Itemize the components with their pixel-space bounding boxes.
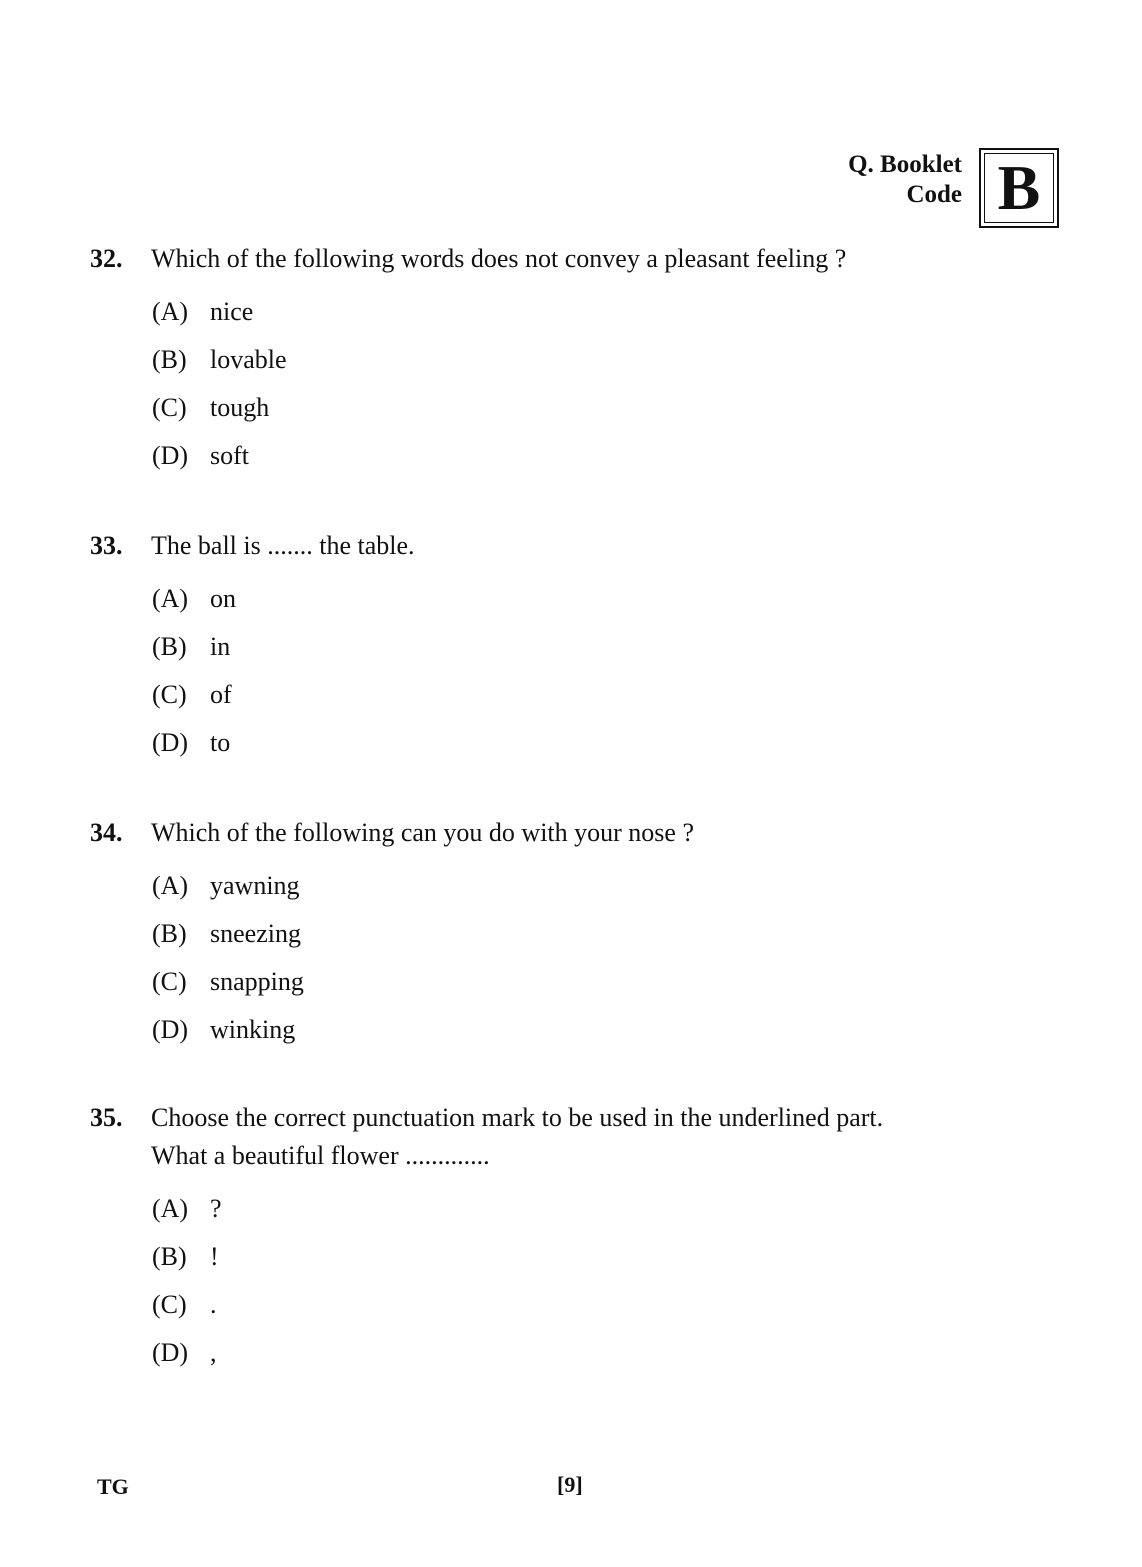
option-letter: (B) xyxy=(152,632,187,661)
option-text: snapping xyxy=(210,967,304,996)
option-c[interactable] xyxy=(152,958,1080,1006)
question-number: 32. xyxy=(90,244,123,273)
option-text: of xyxy=(210,680,232,709)
question-subtext: What a beautiful flower ............. xyxy=(151,1141,490,1170)
option-text: lovable xyxy=(210,345,287,374)
option-list xyxy=(90,575,1080,767)
option-letter: (B) xyxy=(152,919,187,948)
option-d[interactable] xyxy=(152,1006,1080,1054)
option-b[interactable] xyxy=(152,910,1080,958)
option-list xyxy=(90,288,1080,480)
option-letter: (A) xyxy=(152,1194,189,1223)
question-text: Choose the correct punctuation mark to be used in the underlined part. xyxy=(151,1103,884,1132)
question-text: Which of the following can you do with your nose ? xyxy=(151,818,694,847)
option-letter: (C) xyxy=(152,680,187,709)
booklet-label-line2: Code xyxy=(906,181,962,208)
option-letter: (D) xyxy=(152,1015,189,1044)
option-letter: (A) xyxy=(152,584,189,613)
booklet-code-letter: B xyxy=(997,152,1041,223)
option-letter: (A) xyxy=(152,297,189,326)
option-letter: (A) xyxy=(152,871,189,900)
option-text: , xyxy=(210,1338,217,1367)
question-35 xyxy=(90,1099,1080,1377)
option-a[interactable] xyxy=(152,288,1080,336)
option-letter: (D) xyxy=(152,728,189,757)
option-letter: (D) xyxy=(152,441,189,470)
option-d[interactable] xyxy=(152,432,1080,480)
option-d[interactable] xyxy=(152,719,1080,767)
question-34 xyxy=(90,814,1080,1054)
option-a[interactable] xyxy=(152,575,1080,623)
question-32 xyxy=(90,240,1080,480)
option-text: winking xyxy=(210,1015,296,1044)
option-text: to xyxy=(210,728,231,757)
question-33 xyxy=(90,527,1080,767)
option-text: soft xyxy=(210,441,249,470)
option-c[interactable] xyxy=(152,384,1080,432)
question-number: 33. xyxy=(90,531,123,560)
option-b[interactable] xyxy=(152,336,1080,384)
booklet-code-box xyxy=(979,148,1059,228)
option-letter: (C) xyxy=(152,967,187,996)
question-number: 35. xyxy=(90,1103,123,1132)
option-c[interactable] xyxy=(152,1281,1080,1329)
option-text: yawning xyxy=(210,871,300,900)
option-letter: (D) xyxy=(152,1338,189,1367)
question-text: The ball is ....... the table. xyxy=(151,531,415,560)
option-text: on xyxy=(210,584,236,613)
question-text: Which of the following words does not convey a pleasant feeling ? xyxy=(151,244,847,273)
option-text: sneezing xyxy=(210,919,301,948)
footer-code: TG xyxy=(97,1474,129,1499)
option-list xyxy=(90,862,1080,1054)
option-a[interactable] xyxy=(152,1185,1080,1233)
option-letter: (B) xyxy=(152,345,187,374)
option-letter: (C) xyxy=(152,393,187,422)
option-a[interactable] xyxy=(152,862,1080,910)
option-letter: (B) xyxy=(152,1242,187,1271)
option-b[interactable] xyxy=(152,1233,1080,1281)
option-b[interactable] xyxy=(152,623,1080,671)
booklet-code-label xyxy=(848,150,962,210)
option-text: in xyxy=(210,632,231,661)
question-number: 34. xyxy=(90,818,123,847)
option-c[interactable] xyxy=(152,671,1080,719)
option-text: . xyxy=(210,1290,217,1319)
option-list xyxy=(90,1185,1080,1377)
booklet-label-line1: Q. Booklet xyxy=(848,151,962,178)
option-text: tough xyxy=(210,393,270,422)
option-text: ! xyxy=(210,1242,219,1271)
option-text: nice xyxy=(210,297,254,326)
page-number: [9] xyxy=(557,1472,583,1497)
option-text: ? xyxy=(210,1194,222,1223)
option-d[interactable] xyxy=(152,1329,1080,1377)
option-letter: (C) xyxy=(152,1290,187,1319)
